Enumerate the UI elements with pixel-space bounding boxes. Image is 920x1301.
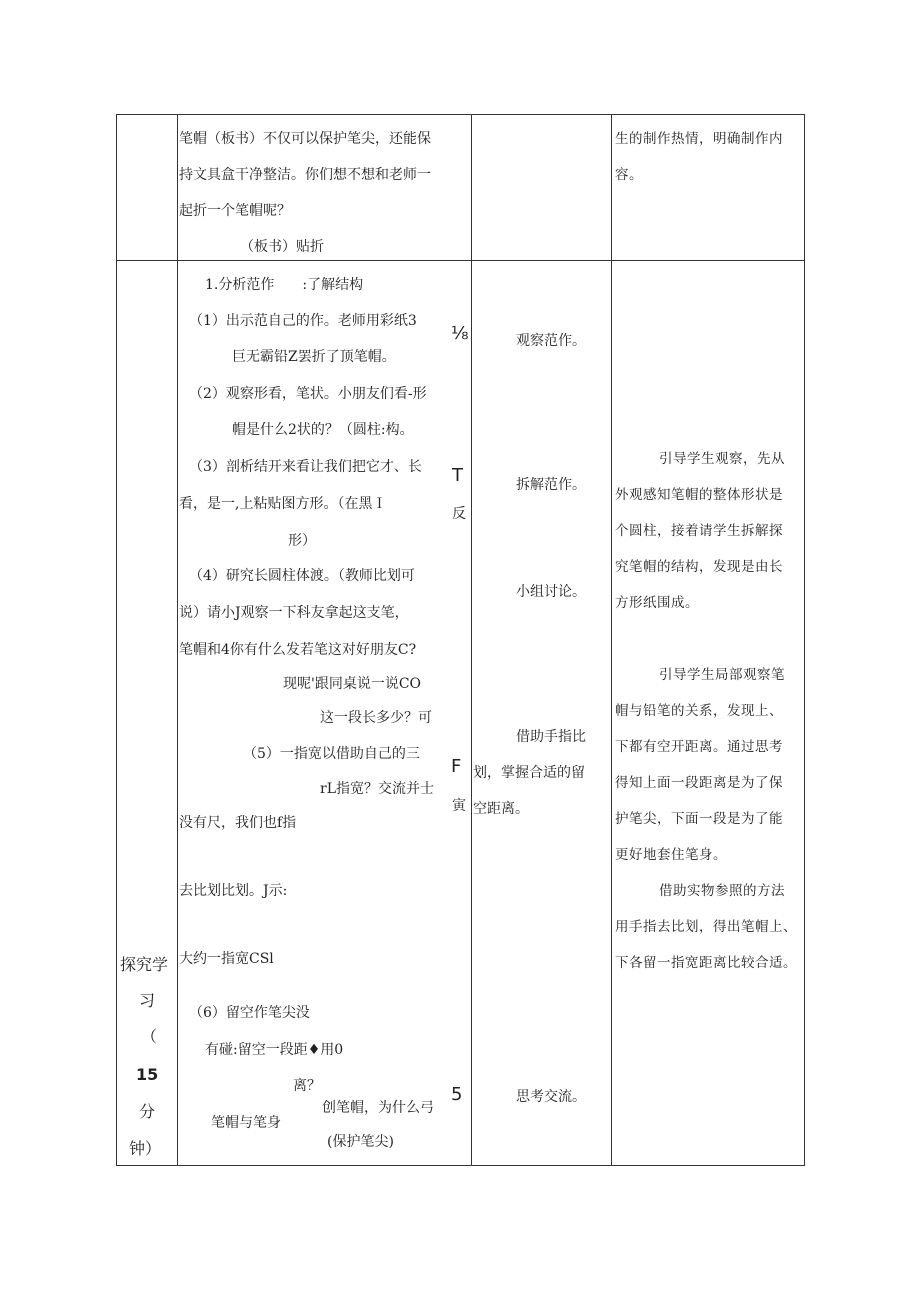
- activity-line: (保护笔尖): [327, 1134, 394, 1150]
- activity-line: 笔帽和4你有什么发若笔这对好朋友C?: [179, 642, 417, 658]
- table-col-divider-1: [177, 114, 178, 1166]
- activity-line: （6）留空作笔尖没: [189, 1005, 310, 1021]
- ocr-glyph: F: [451, 756, 462, 777]
- activity-line: 离？: [293, 1078, 321, 1094]
- intent-line: 个圆柱，接着请学生拆解探: [615, 523, 783, 539]
- top-intent-line: 容。: [615, 167, 643, 183]
- intent-line: 更好地套住笔身。: [615, 847, 727, 863]
- top-content-line: 起折一个笔帽呢？: [179, 203, 291, 219]
- section-label: 分: [139, 1102, 156, 1121]
- ocr-glyph: 寅: [452, 798, 466, 814]
- top-content-line: （板书）贴折: [240, 239, 324, 255]
- top-content-line: 持文具盒干净整洁。你们想不想和老师一: [179, 167, 431, 183]
- intent-line: 借助实物参照的方法: [659, 883, 785, 899]
- activity-line: （2）观察形看，笔状。小朋友们看-形: [189, 386, 427, 402]
- activity-line: 巨无霸铅Z罢折了顶笔帽。: [232, 349, 396, 365]
- student-activity: 小组讨论。: [516, 584, 586, 600]
- activity-line: 大约一指宽CSl: [179, 951, 274, 967]
- student-activity: 拆解范作。: [516, 477, 586, 493]
- activity-line: 笔帽与笔身: [211, 1115, 281, 1131]
- table-border-top: [116, 114, 805, 115]
- activity-line: 创笔帽，为什么弓: [322, 1100, 434, 1116]
- table-col-divider-3: [611, 114, 612, 1166]
- section-label: 探究学: [120, 955, 169, 974]
- activity-line: 去比划比划。J示:: [179, 883, 288, 899]
- intent-line: 究笔帽的结构，发现是由长: [615, 559, 783, 575]
- activity-line: （3）剖析结开来看让我们把它才、长: [189, 459, 422, 475]
- activity-line: 有碰:留空一段距♦用0: [205, 1042, 344, 1058]
- activity-line: （4）研究长圆柱体渡。（教师比划可: [189, 568, 415, 584]
- intent-line: 得知上面一段距离是为了保: [615, 775, 783, 791]
- activity-line: 形）: [288, 533, 316, 549]
- activity-line: （1）出示范自己的作。老师用彩纸3: [189, 313, 417, 329]
- intent-line: 引导学生观察，先从: [659, 451, 785, 467]
- activity-line: 1.分析范作 :了解结构: [205, 277, 364, 293]
- intent-line: 外观感知笔帽的整体形状是: [615, 487, 783, 503]
- ocr-glyph: 5: [451, 1084, 463, 1105]
- activity-line: （5）一指宽以借助自己的三: [243, 746, 420, 762]
- intent-line: 引导学生局部观察笔: [659, 667, 785, 683]
- intent-line: 护笔尖，下面一段是为了能: [615, 811, 783, 827]
- activity-line: 没有尺，我们也f指: [179, 815, 297, 831]
- student-activity: 思考交流。: [516, 1089, 586, 1105]
- table-row-divider: [116, 260, 805, 261]
- intent-line: 下各留一指宽距离比较合适。: [615, 955, 797, 971]
- activity-line: 这一段长多少？可: [320, 710, 432, 726]
- table-col-divider-2: [471, 114, 472, 1166]
- top-content-line: 笔帽（板书）不仅可以保护笔尖，还能保: [179, 131, 431, 147]
- section-label: 钟）: [129, 1139, 162, 1158]
- ocr-glyph: 反: [452, 506, 466, 522]
- intent-line: 用手指去比划，得出笔帽上、: [615, 919, 797, 935]
- activity-line: 现呢'跟同桌说一说CO: [283, 676, 422, 692]
- activity-line: rL指宽？交流并士: [320, 781, 434, 797]
- section-label: 习: [139, 991, 156, 1010]
- top-intent-line: 生的制作热情，明确制作内: [615, 131, 783, 147]
- table-border-left: [116, 114, 117, 1166]
- intent-line: 方形纸围成。: [615, 595, 699, 611]
- ocr-glyph: T: [452, 465, 463, 486]
- table-border-bottom: [116, 1165, 805, 1166]
- student-activity: 划，掌握合适的留: [473, 765, 585, 781]
- section-label: （: [141, 1027, 158, 1046]
- intent-line: 下都有空开距离。通过思考: [615, 739, 783, 755]
- activity-line: 帽是什么2状的？（圆柱:构。: [232, 422, 414, 438]
- intent-line: 帽与铅笔的关系，发现上、: [615, 703, 783, 719]
- section-duration: 15: [136, 1065, 159, 1084]
- student-activity: 借助手指比: [516, 729, 586, 745]
- student-activity: 观察范作。: [516, 333, 586, 349]
- activity-line: 说）请小J观察一下科友拿起这支笔，: [179, 605, 409, 621]
- ocr-glyph: ⅛: [451, 323, 469, 344]
- activity-line: 看，是一,上粘贴图方形。（在黑Ｉ: [179, 496, 387, 512]
- student-activity: 空距离。: [473, 801, 529, 817]
- table-border-right: [804, 114, 805, 1166]
